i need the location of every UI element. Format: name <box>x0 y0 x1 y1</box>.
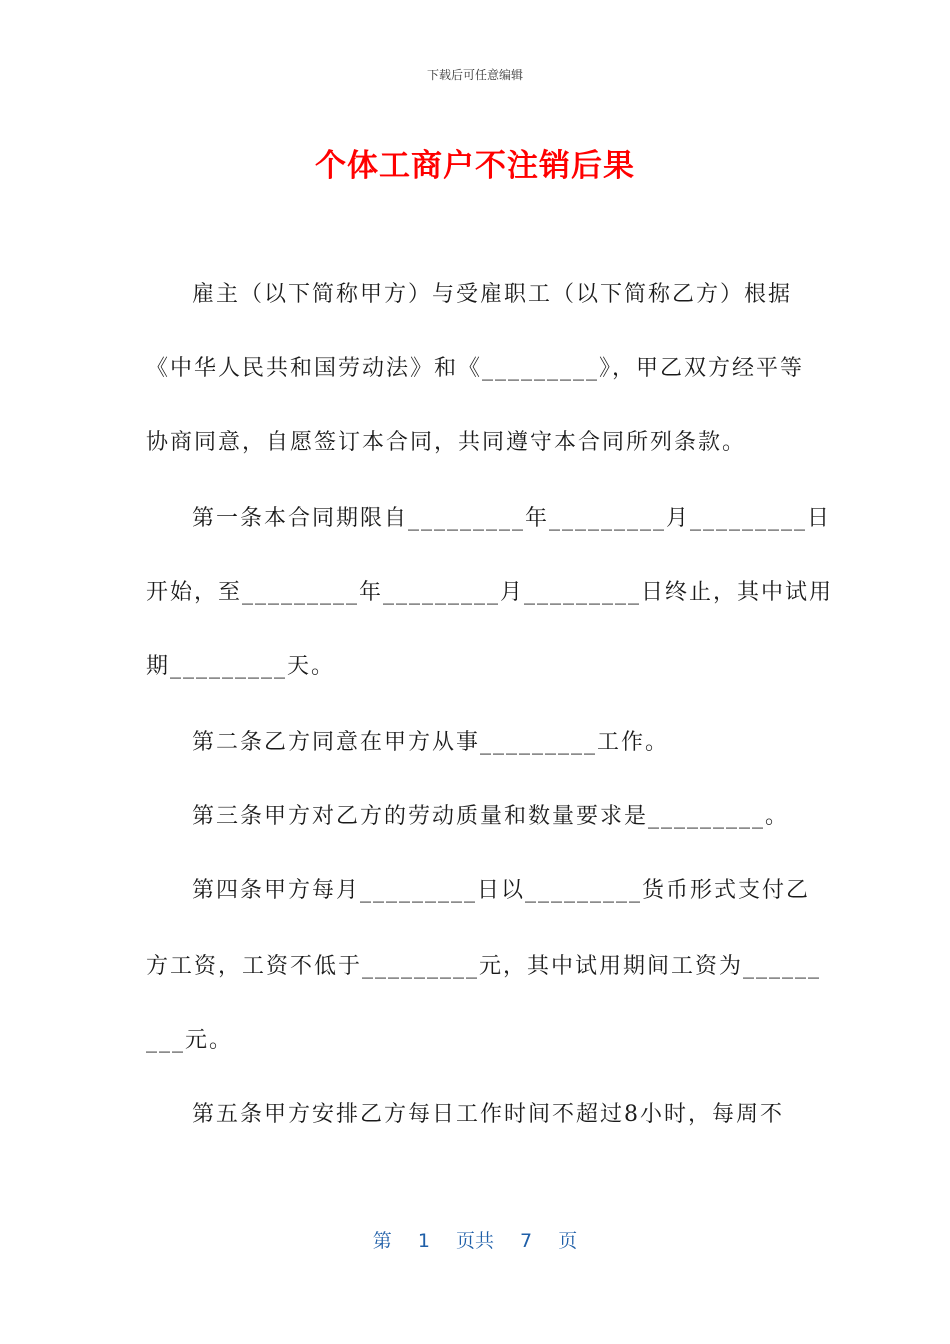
paragraph-line: 第二条乙方同意在甲方从事_________工作。 <box>192 730 670 755</box>
current-page-number: 1 <box>417 1230 430 1252</box>
footer-middle: 页共 <box>455 1230 494 1252</box>
paragraph-line: 雇主（以下简称甲方）与受雇职工（以下简称乙方）根据 <box>192 282 793 307</box>
paragraph-line: 开始，至_________年_________月_________日终止，其中试用 <box>146 580 834 605</box>
paragraph-line: 第四条甲方每月_________日以_________货币形式支付乙 <box>192 878 811 903</box>
paragraph-line: 《中华人民共和国劳动法》和《_________》，甲乙双方经平等 <box>146 356 805 381</box>
header-note: 下载后可任意编辑 <box>426 68 523 82</box>
page-footer <box>0 1226 950 1253</box>
footer-prefix: 第 <box>372 1230 392 1252</box>
document-title: 个体工商户不注销后果 <box>315 148 635 184</box>
paragraph-line: ___元。 <box>146 1028 234 1053</box>
total-page-number: 7 <box>520 1230 533 1252</box>
paragraph-line: 第五条甲方安排乙方每日工作时间不超过8小时，每周不 <box>192 1102 784 1127</box>
paragraph-line: 方工资，工资不低于_________元，其中试用期间工资为______ <box>146 954 822 979</box>
paragraph-line: 期_________天。 <box>146 654 336 679</box>
paragraph-line: 协商同意，自愿签订本合同，共同遵守本合同所列条款。 <box>146 430 747 455</box>
paragraph-line: 第一条本合同期限自_________年_________月_________日 <box>192 506 832 531</box>
paragraph-line: 第三条甲方对乙方的劳动质量和数量要求是_________。 <box>192 804 790 829</box>
footer-suffix: 页 <box>558 1230 578 1252</box>
